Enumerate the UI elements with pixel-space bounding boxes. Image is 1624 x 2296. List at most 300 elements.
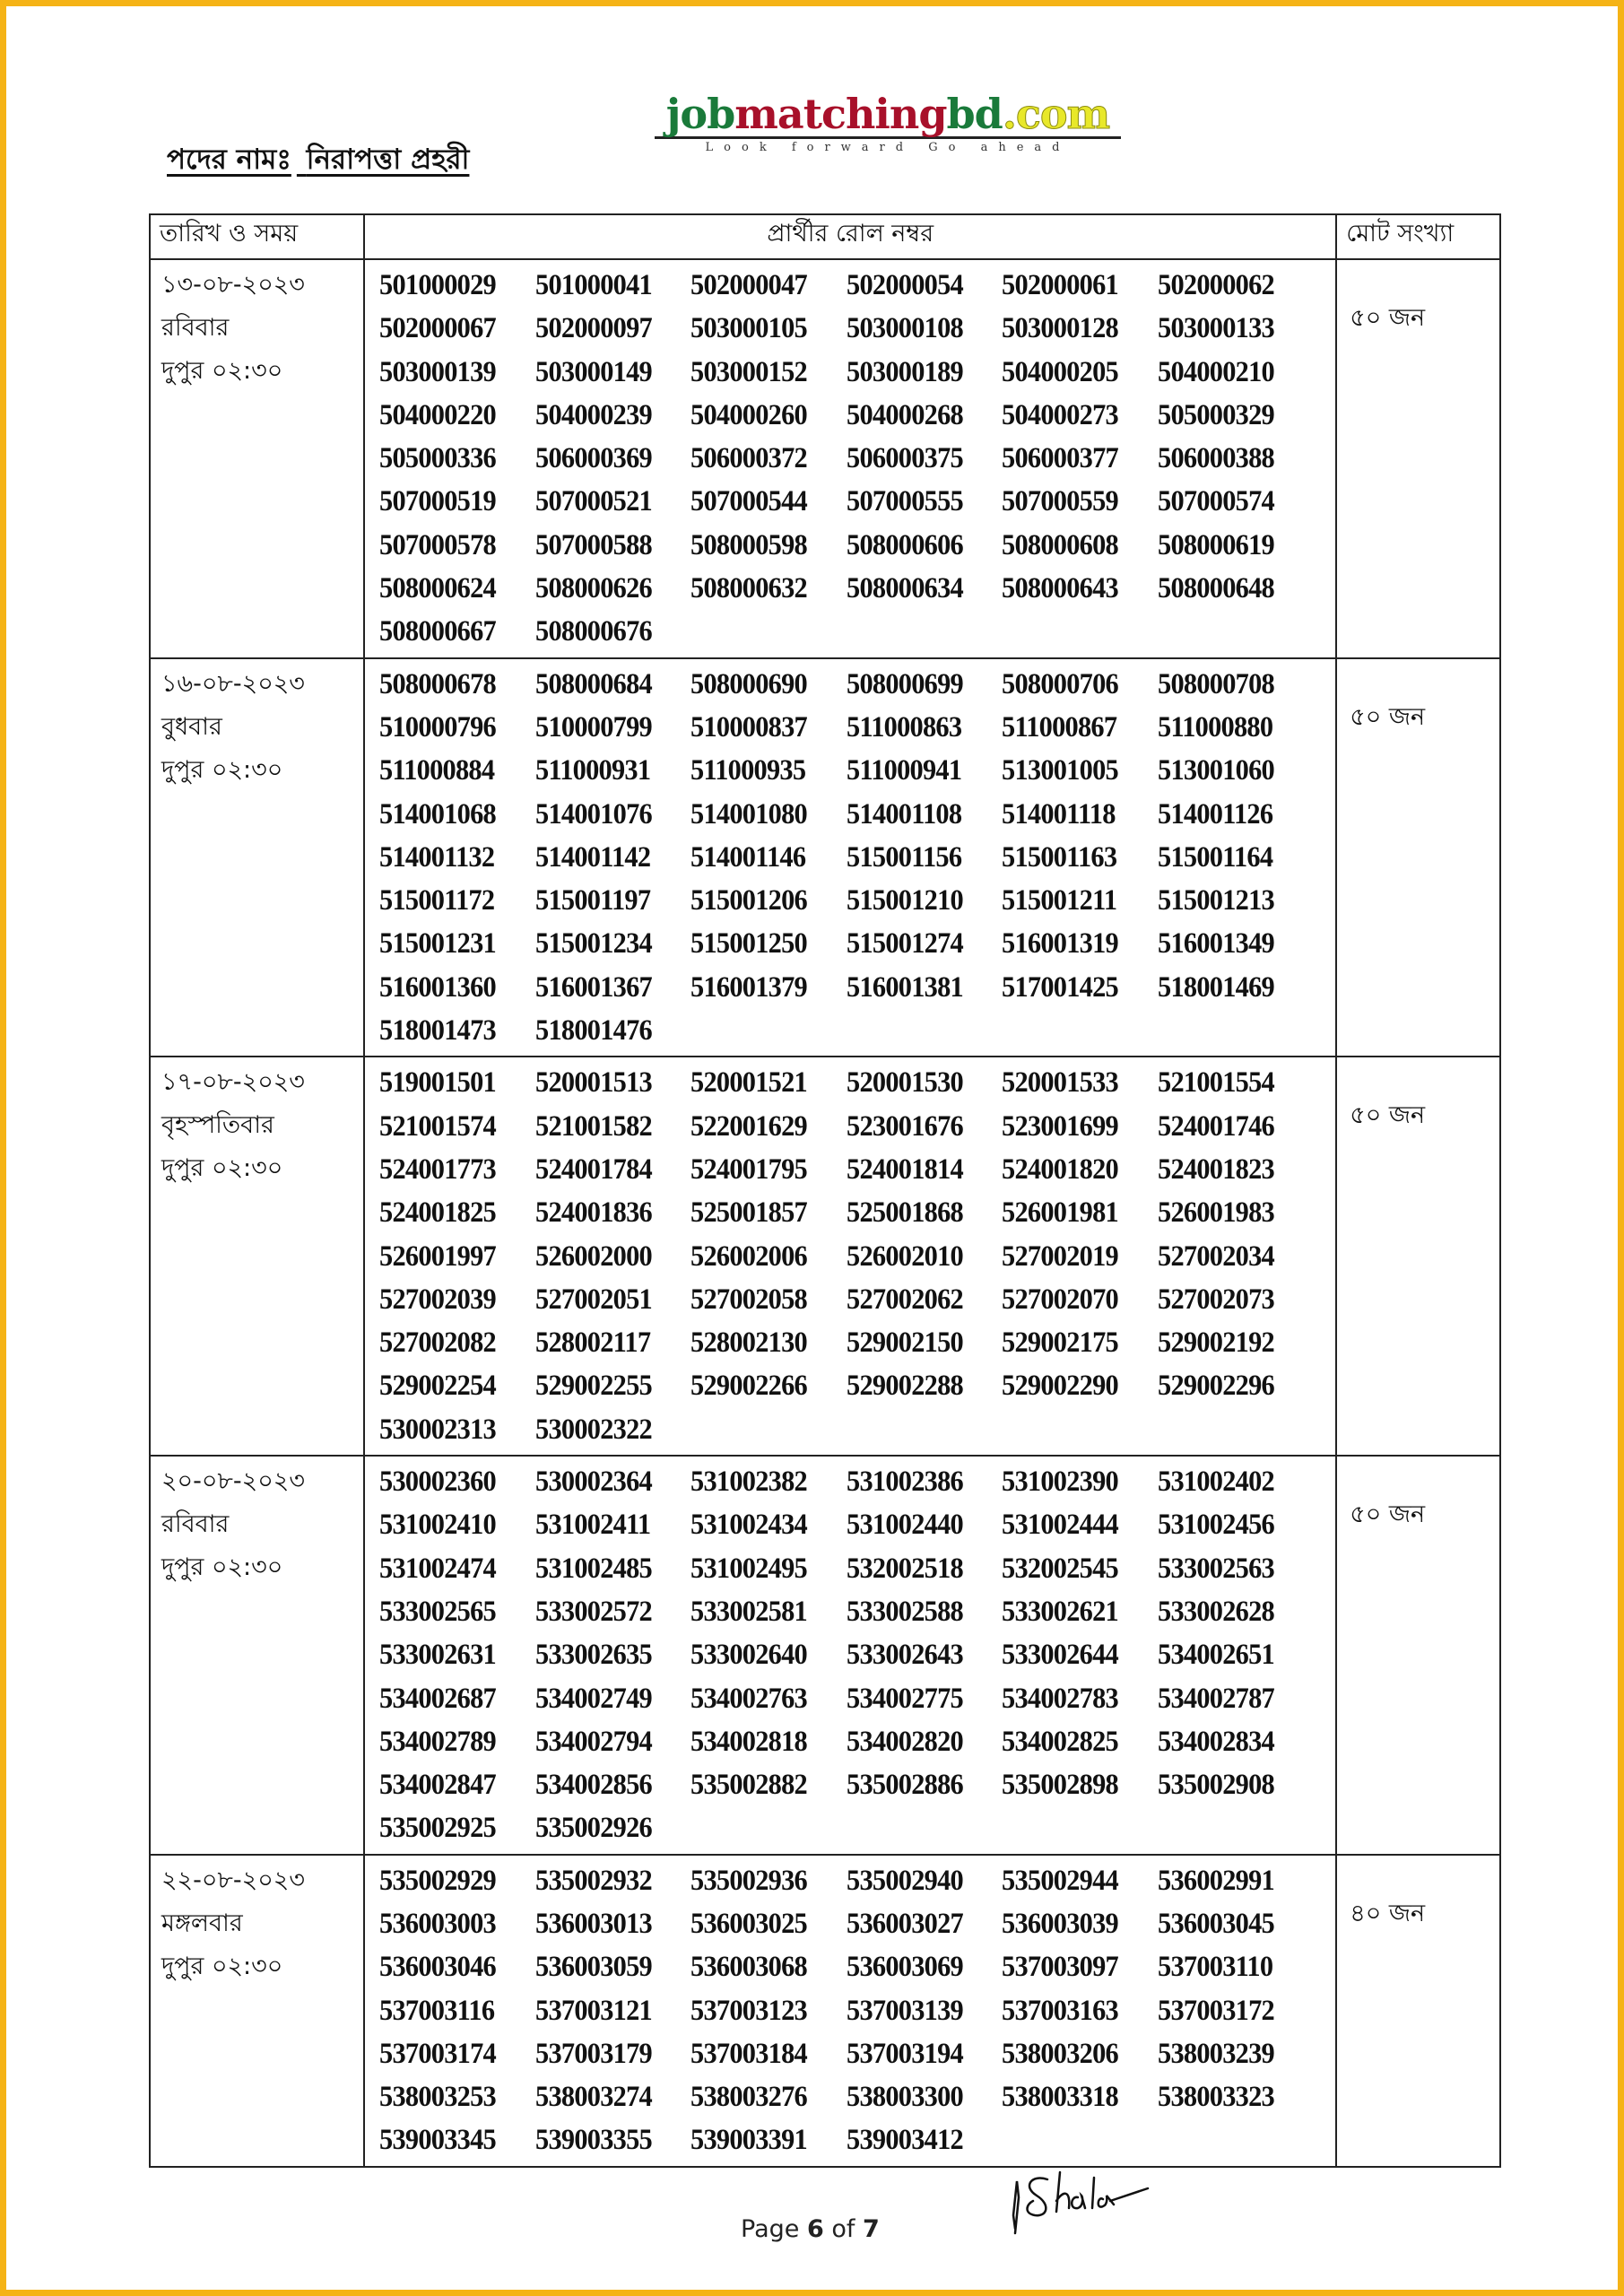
roll-number: 504000210 [1157, 355, 1274, 388]
roll-number: 538003239 [1157, 2037, 1274, 2070]
exam-time: দুপুর ০২:৩০ [161, 357, 283, 385]
roll-number: 537003097 [1002, 1951, 1119, 1984]
roll-number: 508000632 [690, 572, 808, 605]
roll-number: 531002444 [1002, 1509, 1119, 1542]
roll-number: 536003025 [690, 1907, 808, 1940]
roll-number: 505000336 [379, 442, 497, 475]
roll-number: 518001473 [379, 1014, 497, 1048]
candidate-count: ৫০ জন [1336, 1057, 1500, 1456]
roll-number: 531002382 [690, 1465, 808, 1499]
roll-number: 515001231 [379, 927, 497, 961]
roll-number: 526002010 [846, 1239, 963, 1273]
roll-number: 526001981 [1002, 1196, 1119, 1230]
roll-number: 530002322 [534, 1413, 652, 1446]
roll-number: 536002991 [1157, 1864, 1274, 1897]
roll-number: 515001234 [534, 927, 652, 961]
roll-number: 506000375 [846, 442, 963, 475]
roll-number: 533002621 [1002, 1595, 1119, 1628]
roll-number: 515001211 [1002, 884, 1117, 918]
roll-number: 538003253 [379, 2081, 497, 2114]
roll-number: 508000643 [1002, 572, 1119, 605]
roll-number: 533002628 [1157, 1595, 1274, 1628]
roll-number: 533002565 [379, 1595, 497, 1628]
candidate-count: ৫০ জন [1336, 1456, 1500, 1855]
roll-number: 530002364 [534, 1465, 652, 1499]
roll-number: 534002763 [690, 1682, 808, 1715]
roll-number: 529002290 [1002, 1370, 1119, 1403]
roll-number: 524001795 [690, 1152, 808, 1186]
roll-number: 516001381 [846, 970, 963, 1004]
roll-number: 502000062 [1157, 269, 1274, 301]
roll-number: 524001746 [1157, 1109, 1274, 1143]
roll-number: 516001349 [1157, 927, 1274, 961]
logo-part-matching: matching [734, 90, 947, 138]
roll-number: 531002434 [690, 1509, 808, 1542]
roll-number: 534002847 [379, 1769, 497, 1802]
roll-number: 511000863 [846, 710, 962, 744]
roll-number: 527002019 [1002, 1239, 1119, 1273]
roll-number: 533002635 [534, 1639, 652, 1672]
roll-number: 507000574 [1157, 485, 1274, 518]
roll-number: 535002886 [846, 1769, 963, 1802]
roll-number: 530002360 [379, 1465, 497, 1499]
roll-number: 501000029 [379, 269, 497, 301]
roll-number: 539003412 [846, 2124, 963, 2157]
roll-number: 533002588 [846, 1595, 963, 1628]
roll-number: 530002313 [379, 1413, 497, 1446]
roll-number: 508000708 [1157, 667, 1274, 700]
roll-number: 533002563 [1157, 1552, 1274, 1585]
roll-number: 508000676 [534, 615, 652, 648]
page-number [741, 2215, 880, 2243]
roll-number: 502000054 [846, 269, 963, 301]
roll-number: 539003391 [690, 2124, 808, 2157]
roll-number: 502000067 [379, 312, 497, 345]
roll-number: 535002925 [379, 1812, 497, 1845]
exam-time: দুপুর ০২:৩০ [161, 1952, 283, 1980]
roll-number: 502000061 [1002, 269, 1119, 301]
roll-number: 507000578 [379, 528, 497, 561]
logo-tagline: Look forward Go ahead [705, 141, 1071, 154]
roll-number: 513001060 [1157, 754, 1274, 787]
roll-number: 515001156 [846, 840, 962, 874]
roll-number: 508000598 [690, 528, 808, 561]
roll-number: 515001164 [1157, 840, 1273, 874]
table-row [150, 658, 1500, 1057]
roll-number: 514001146 [690, 840, 806, 874]
roll-number: 538003318 [1002, 2081, 1119, 2114]
roll-number: 519001501 [379, 1066, 497, 1100]
roll-number: 527002051 [534, 1283, 652, 1316]
roll-numbers-cell [364, 1456, 1336, 1855]
roll-number: 528002117 [534, 1326, 651, 1360]
roll-number: 537003123 [690, 1994, 808, 2027]
exam-date: ১৬-০৮-২০২৩ [161, 669, 305, 698]
date-time-cell [150, 1855, 364, 2167]
roll-number: 537003194 [846, 2037, 963, 2070]
roll-number: 531002390 [1002, 1465, 1119, 1499]
candidate-count: ৪০ জন [1336, 1855, 1500, 2167]
roll-number: 531002411 [534, 1509, 651, 1542]
roll-number: 520001513 [534, 1066, 652, 1100]
roll-number: 533002572 [534, 1595, 652, 1628]
roll-number: 504000239 [534, 398, 652, 431]
roll-number: 511000941 [846, 754, 962, 787]
roll-number: 525001857 [690, 1196, 808, 1230]
roll-number: 516001379 [690, 970, 808, 1004]
roll-number: 521001582 [534, 1109, 652, 1143]
roll-number: 534002687 [379, 1682, 497, 1715]
roll-number: 503000152 [690, 355, 808, 388]
roll-number: 515001274 [846, 927, 963, 961]
roll-number: 517001425 [1002, 970, 1119, 1004]
roll-numbers-cell [364, 1057, 1336, 1456]
roll-number: 531002410 [379, 1509, 497, 1542]
post-label: পদের নামঃ [167, 144, 291, 176]
roll-number: 514001076 [534, 797, 652, 831]
exam-date: ১৩-০৮-২০২৩ [161, 271, 305, 299]
roll-number: 537003139 [846, 1994, 963, 2027]
roll-number: 503000139 [379, 355, 497, 388]
roll-number: 511000935 [690, 754, 806, 787]
roll-number: 520001521 [690, 1066, 808, 1100]
logo-part-bd: bd [946, 90, 1003, 138]
exam-time: দুপুর ০২:৩০ [161, 755, 283, 784]
roll-number: 536003045 [1157, 1907, 1274, 1940]
roll-number: 511000867 [1002, 710, 1117, 744]
roll-number: 523001699 [1002, 1109, 1119, 1143]
roll-number: 518001469 [1157, 970, 1274, 1004]
exam-day: বুধবার [161, 712, 222, 741]
header-date-time: তারিখ ও সময় [150, 214, 364, 259]
roll-number: 504000268 [846, 398, 963, 431]
roll-number-list [379, 1859, 1330, 2162]
roll-number: 505000329 [1157, 398, 1274, 431]
table-row [150, 1057, 1500, 1456]
roll-number: 535002926 [534, 1812, 652, 1845]
roll-number: 503000108 [846, 312, 963, 345]
roll-number: 533002631 [379, 1639, 497, 1672]
roll-number: 504000273 [1002, 398, 1119, 431]
roll-number: 507000519 [379, 485, 497, 518]
page-total: 7 [862, 2215, 880, 2243]
roll-number: 508000678 [379, 667, 497, 700]
roll-number: 531002402 [1157, 1465, 1274, 1499]
table-header-row [150, 214, 1500, 259]
roll-number: 534002749 [534, 1682, 652, 1715]
roll-numbers-cell [364, 259, 1336, 658]
roll-number: 520001530 [846, 1066, 963, 1100]
roll-number: 515001250 [690, 927, 808, 961]
roll-number: 528002130 [690, 1326, 808, 1360]
roll-number: 527002034 [1157, 1239, 1274, 1273]
roll-number: 516001360 [379, 970, 497, 1004]
roll-number: 524001820 [1002, 1152, 1119, 1186]
roll-number: 508000690 [690, 667, 808, 700]
exam-day: রবিবার [161, 1510, 230, 1539]
exam-day: বৃহস্পতিবার [161, 1111, 274, 1140]
roll-number: 529002296 [1157, 1370, 1274, 1403]
roll-number: 524001823 [1157, 1152, 1274, 1186]
roll-number-list [379, 663, 1330, 1053]
roll-number: 534002789 [379, 1725, 497, 1758]
roll-number: 504000220 [379, 398, 497, 431]
roll-number-list [379, 264, 1330, 654]
roll-number: 538003276 [690, 2081, 808, 2114]
roll-number: 507000559 [1002, 485, 1119, 518]
roll-number: 529002175 [1002, 1326, 1119, 1360]
roll-number: 531002440 [846, 1509, 963, 1542]
roll-number: 531002495 [690, 1552, 808, 1585]
roll-number: 531002474 [379, 1552, 497, 1585]
roll-number: 511000931 [534, 754, 651, 787]
date-time-cell [150, 1456, 364, 1855]
page-word: Page [741, 2215, 800, 2243]
roll-number: 538003206 [1002, 2037, 1119, 2070]
roll-number-list [379, 1460, 1330, 1850]
table-row [150, 1855, 1500, 2167]
roll-number: 507000588 [534, 528, 652, 561]
roll-number: 527002082 [379, 1326, 497, 1360]
roll-number: 504000260 [690, 398, 808, 431]
roll-number: 535002908 [1157, 1769, 1274, 1802]
roll-number: 527002070 [1002, 1283, 1119, 1316]
roll-schedule-table [149, 213, 1501, 2168]
roll-number: 503000105 [690, 312, 808, 345]
exam-date: ১৭-০৮-২০২৩ [161, 1068, 305, 1097]
exam-date: ২০-০৮-২০২৩ [161, 1467, 305, 1496]
of-word: of [831, 2215, 855, 2243]
roll-number: 534002775 [846, 1682, 963, 1715]
roll-number: 539003345 [379, 2124, 497, 2157]
roll-number: 514001068 [379, 797, 497, 831]
roll-number: 533002643 [846, 1639, 963, 1672]
roll-number: 535002898 [1002, 1769, 1119, 1802]
roll-number: 537003163 [1002, 1994, 1119, 2027]
roll-number: 527002039 [379, 1283, 497, 1316]
roll-number: 524001825 [379, 1196, 497, 1230]
roll-number: 534002818 [690, 1725, 808, 1758]
roll-number: 524001773 [379, 1152, 497, 1186]
roll-number: 514001142 [534, 840, 651, 874]
roll-number: 529002288 [846, 1370, 963, 1403]
roll-number: 539003355 [534, 2124, 652, 2157]
roll-number: 534002856 [534, 1769, 652, 1802]
roll-number: 526002006 [690, 1239, 808, 1273]
roll-number: 515001213 [1157, 884, 1274, 918]
candidate-count: ৫০ জন [1336, 259, 1500, 658]
roll-number: 526001983 [1157, 1196, 1274, 1230]
roll-number: 535002929 [379, 1864, 497, 1897]
roll-number: 503000133 [1157, 312, 1274, 345]
header-total: মোট সংখ্যা [1336, 214, 1500, 259]
date-time-cell [150, 658, 364, 1057]
roll-number: 534002651 [1157, 1639, 1274, 1672]
roll-number: 533002581 [690, 1595, 808, 1628]
roll-number: 507000521 [534, 485, 652, 518]
roll-number: 521001554 [1157, 1066, 1274, 1100]
roll-number: 535002944 [1002, 1864, 1119, 1897]
roll-number: 514001108 [846, 797, 962, 831]
roll-number: 529002192 [1157, 1326, 1274, 1360]
roll-number: 535002940 [846, 1864, 963, 1897]
roll-number: 523001676 [846, 1109, 963, 1143]
roll-number: 514001126 [1157, 797, 1273, 831]
roll-number: 533002644 [1002, 1639, 1119, 1672]
roll-number: 537003110 [1157, 1951, 1273, 1984]
roll-number: 534002820 [846, 1725, 963, 1758]
roll-number: 510000799 [534, 710, 652, 744]
roll-number: 536003027 [846, 1907, 963, 1940]
page-current: 6 [806, 2215, 824, 2243]
roll-number: 529002266 [690, 1370, 808, 1403]
roll-number: 508000684 [534, 667, 652, 700]
roll-number: 503000128 [1002, 312, 1119, 345]
exam-time: দুপুর ০২:৩০ [161, 1553, 283, 1582]
roll-numbers-cell [364, 1855, 1336, 2167]
table-row [150, 259, 1500, 658]
roll-number: 535002932 [534, 1864, 652, 1897]
roll-number: 508000606 [846, 528, 963, 561]
roll-number: 516001367 [534, 970, 652, 1004]
roll-number: 534002787 [1157, 1682, 1274, 1715]
roll-number-list [379, 1061, 1330, 1451]
roll-number: 508000699 [846, 667, 963, 700]
roll-number: 536003013 [534, 1907, 652, 1940]
roll-number: 535002936 [690, 1864, 808, 1897]
roll-number: 538003300 [846, 2081, 963, 2114]
roll-number: 536003059 [534, 1951, 652, 1984]
roll-number: 508000667 [379, 615, 497, 648]
roll-number: 508000608 [1002, 528, 1119, 561]
roll-number: 536003046 [379, 1951, 497, 1984]
roll-number: 502000097 [534, 312, 652, 345]
roll-number: 522001629 [690, 1109, 808, 1143]
roll-number: 511000880 [1157, 710, 1273, 744]
roll-number: 531002386 [846, 1465, 963, 1499]
roll-number: 524001784 [534, 1152, 652, 1186]
roll-number: 537003184 [690, 2037, 808, 2070]
roll-number: 538003323 [1157, 2081, 1274, 2114]
roll-number: 525001868 [846, 1196, 963, 1230]
roll-number: 502000047 [690, 269, 808, 301]
roll-number: 532002518 [846, 1552, 963, 1585]
roll-number: 536003003 [379, 1907, 497, 1940]
exam-day: রবিবার [161, 314, 230, 342]
roll-number: 513001005 [1002, 754, 1119, 787]
roll-numbers-cell [364, 658, 1336, 1057]
roll-number: 537003121 [534, 1994, 652, 2027]
table-row [150, 1456, 1500, 1855]
roll-number: 526002000 [534, 1239, 652, 1273]
roll-number: 504000205 [1002, 355, 1119, 388]
roll-number: 515001163 [1002, 840, 1117, 874]
roll-number: 508000626 [534, 572, 652, 605]
roll-number: 508000634 [846, 572, 963, 605]
signature-icon [1004, 2161, 1157, 2251]
roll-number: 515001210 [846, 884, 963, 918]
post-title [167, 138, 469, 185]
roll-number: 514001118 [1002, 797, 1116, 831]
logo-part-job: job [665, 90, 735, 138]
date-time-cell [150, 1057, 364, 1456]
exam-day: মঙ্গলবার [161, 1909, 243, 1937]
roll-number: 535002882 [690, 1769, 808, 1802]
candidate-count: ৫০ জন [1336, 658, 1500, 1057]
roll-number: 524001836 [534, 1196, 652, 1230]
roll-number: 538003274 [534, 2081, 652, 2114]
roll-number: 503000189 [846, 355, 963, 388]
roll-number: 507000555 [846, 485, 963, 518]
header-roll-numbers: প্রার্থীর রোল নম্বর [364, 214, 1336, 259]
site-logo [655, 90, 1121, 154]
roll-number: 536003069 [846, 1951, 963, 1984]
roll-number: 527002073 [1157, 1283, 1274, 1316]
roll-number: 534002794 [534, 1725, 652, 1758]
logo-part-com: .com [1002, 90, 1110, 138]
roll-number: 510000796 [379, 710, 497, 744]
roll-number: 534002825 [1002, 1725, 1119, 1758]
roll-number: 506000372 [690, 442, 808, 475]
roll-number: 506000377 [1002, 442, 1119, 475]
roll-number: 515001206 [690, 884, 808, 918]
post-name: নিরাপত্তা প্রহরী [306, 144, 470, 176]
roll-number: 537003172 [1157, 1994, 1274, 2027]
roll-number: 527002058 [690, 1283, 808, 1316]
logo-wordmark [655, 90, 1121, 139]
roll-number: 516001319 [1002, 927, 1119, 961]
roll-number: 524001814 [846, 1152, 963, 1186]
roll-number: 508000648 [1157, 572, 1274, 605]
roll-number: 508000619 [1157, 528, 1274, 561]
roll-number: 503000149 [534, 355, 652, 388]
roll-number: 529002150 [846, 1326, 963, 1360]
roll-number: 531002485 [534, 1552, 652, 1585]
roll-number: 508000624 [379, 572, 497, 605]
roll-number: 527002062 [846, 1283, 963, 1316]
roll-number: 521001574 [379, 1109, 497, 1143]
roll-number: 507000544 [690, 485, 808, 518]
roll-number: 534002783 [1002, 1682, 1119, 1715]
roll-number: 514001132 [379, 840, 495, 874]
roll-number: 511000884 [379, 754, 495, 787]
date-time-cell [150, 259, 364, 658]
roll-number: 533002640 [690, 1639, 808, 1672]
exam-time: দুপুর ০২:৩০ [161, 1154, 283, 1183]
roll-number: 534002834 [1157, 1725, 1274, 1758]
roll-number: 508000706 [1002, 667, 1119, 700]
roll-number: 526001997 [379, 1239, 497, 1273]
roll-number: 514001080 [690, 797, 808, 831]
roll-number: 515001197 [534, 884, 651, 918]
roll-number: 537003116 [379, 1994, 495, 2027]
roll-number: 520001533 [1002, 1066, 1119, 1100]
roll-number: 510000837 [690, 710, 808, 744]
exam-date: ২২-০৮-২০২৩ [161, 1866, 305, 1894]
roll-number: 536003068 [690, 1951, 808, 1984]
roll-number: 529002254 [379, 1370, 497, 1403]
roll-number: 506000369 [534, 442, 652, 475]
roll-number: 518001476 [534, 1014, 652, 1048]
roll-number: 529002255 [534, 1370, 652, 1403]
roll-number: 532002545 [1002, 1552, 1119, 1585]
roll-number: 537003174 [379, 2037, 497, 2070]
roll-number: 501000041 [534, 269, 652, 301]
roll-number: 536003039 [1002, 1907, 1119, 1940]
roll-number: 506000388 [1157, 442, 1274, 475]
roll-number: 515001172 [379, 884, 495, 918]
roll-number: 531002456 [1157, 1509, 1274, 1542]
